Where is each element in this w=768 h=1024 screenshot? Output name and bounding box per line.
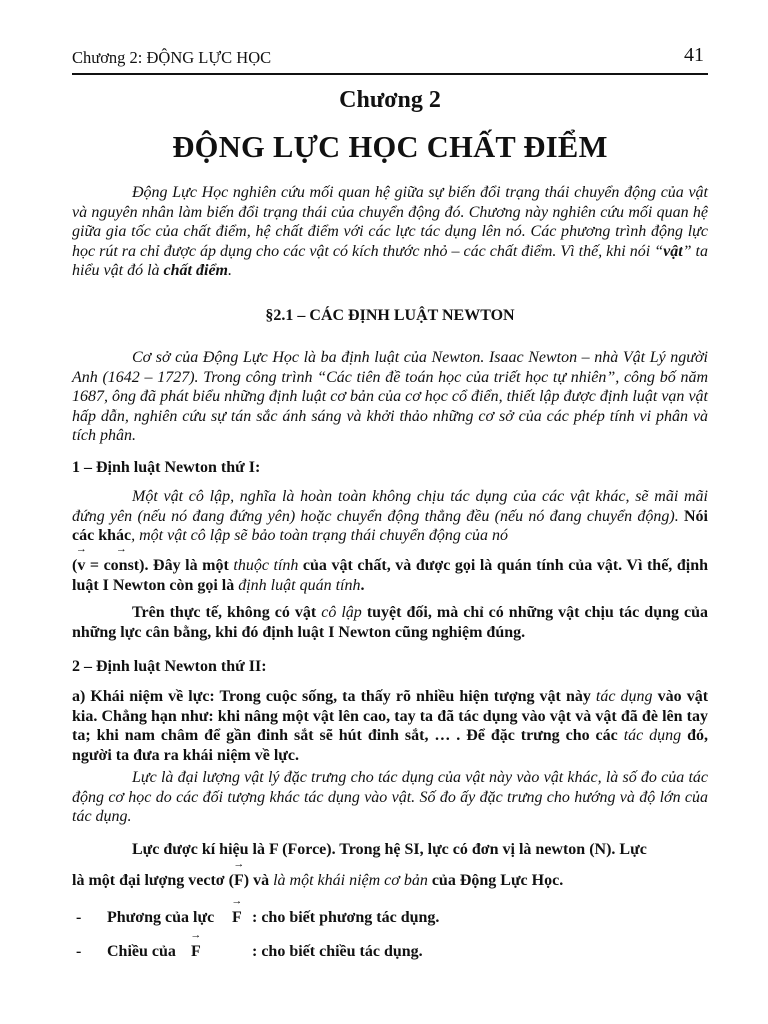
running-header <box>72 44 708 74</box>
force-definition-text-2: , là số đo của tác động cơ học do các đối tượng khác tác dụng vào vật. Số đo ấy đặc trưng cho hướng và độ lớn của tác dụng. <box>72 769 709 825</box>
arrow-icon: → <box>75 543 87 555</box>
law1-p2-end: . <box>360 576 365 594</box>
law1-paragraph-1 <box>72 487 708 546</box>
law2-force-concept-paragraph <box>72 687 708 765</box>
running-header-chapter: Chương 2: ĐỘNG LỰC HỌC <box>72 48 272 67</box>
vector-const-symbol: const <box>103 557 140 574</box>
bullet-dash: - <box>76 943 82 960</box>
law2-a-text-2: vào vật kia. Chẳng hạn như: khi nâng một vật lên cao, tay ta đã tác dụng vào vật và vật đã đè lên tay ta; khi nam châm để gần đinh sắt sẽ hút đinh sắt, … . Để đặc trưng cho các <box>72 688 709 744</box>
vector-f <box>190 929 202 962</box>
intro-paragraph <box>72 183 708 281</box>
bullet-description: : cho biết phương tác dụng. <box>252 909 440 926</box>
force-symbol-line-2: là một đại lượng vectơ ( <box>72 871 234 889</box>
vector-f-symbol: F <box>233 871 244 889</box>
law1-p1-text-2: , một vật cô lập sẽ bảo toàn trạng thái chuyển động của nó <box>131 527 508 544</box>
law1-p3-text-2: tuyệt đối, mà chỉ có những vật chịu tác dụng của những lực cân bằng, khi đó định luật I Newton cũng nghiệm đúng. <box>72 604 709 641</box>
vector-f-symbol: F <box>191 943 201 960</box>
law1-co-lap: cô lập <box>321 604 362 621</box>
chapter-title: ĐỘNG LỰC HỌC CHẤT ĐIỂM <box>172 130 608 164</box>
law2-tac-dung: tác dụng <box>595 688 653 705</box>
law1-dl-quan-tinh: định luật quán tính <box>238 576 361 594</box>
page-number: 41 <box>684 44 704 66</box>
intro-text-2: ” ta hiểu vật đó là <box>72 242 708 279</box>
law1-paragraph-3 <box>72 603 708 642</box>
intro-text: Động Lực Học nghiên cứu mối quan hệ giữa sự biến đổi trạng thái chuyển động của vật và nguyên nhân làm biến đổi trạng thái của chuyển động đó. Chương này nghiên cứu mối quan hệ giữa gia tốc của chất điểm, hệ chất điểm với các lực tác dụng lên nó. Các phương trình động lực học rút ra chỉ được áp dụng cho các vật có kích thước nhỏ – các chất điểm. Vì thế, khi nói “ <box>72 184 708 260</box>
force-definition-text: Lực là đại lượng vật lý đặc trưng cho tác dụng của vật này vào vật khác <box>132 769 598 786</box>
section-heading: §2.1 – CÁC ĐỊNH LUẬT NEWTON <box>265 307 515 324</box>
law2-a-label: a) Khái niệm về lực: <box>72 688 215 705</box>
law1-thuoc-tinh: thuộc tính <box>233 557 299 574</box>
vector-f <box>233 857 245 891</box>
section-intro-text: Cơ sở của Động Lực Học là ba định luật của Newton. Isaac Newton – nhà Vật Lý người Anh (1642 – 1727). Trong công trình “Các tiên đề toán học của triết học tự nhiên”, công bố năm 1687, ông đã phát biểu những định luật cơ bản của cơ học cổ điển, thiết lập được định luật vạn vật hấp dẫn, nghiên cứu sự tán sắc ánh sáng và khởi thảo những cơ sở của các phép tính vi phân và tích phân. <box>72 349 708 444</box>
arrow-icon: → <box>190 929 202 941</box>
law1-heading: 1 – Định luật Newton thứ I: <box>72 459 261 476</box>
textbook-page <box>72 0 708 1024</box>
force-symbol-line-2b: ) và <box>243 871 274 889</box>
law1-noi-cac-khac: Nói các khác <box>72 507 708 544</box>
law1-paragraph-2 <box>72 543 709 595</box>
law1-p1-text: Một vật cô lập, nghĩa là hoàn toàn không chịu tác dụng của các vật khác, sẽ mãi mãi đứng yên (nếu nó đang đứng yên) hoặc chuyển động thẳng đều (nếu nó đang chuyển động). <box>72 488 708 525</box>
bullet-description: : cho biết chiều tác dụng. <box>252 943 423 960</box>
law2-a-text-3: đó, người ta đưa ra khái niệm về <box>72 727 709 764</box>
intro-vat: vật <box>663 242 683 260</box>
law1-quan-tinh: quán tính <box>496 557 564 574</box>
law1-p2-text-2: của vật chất, và được gọi là <box>298 557 497 574</box>
law2-a-text: Trong cuộc sống, ta thấy rõ nhiều hiện tượng vật này <box>214 688 596 705</box>
arrow-icon: → <box>233 857 245 870</box>
intro-end: . <box>227 262 232 279</box>
force-symbol-paragraph <box>72 840 708 890</box>
vector-v-symbol: v <box>77 557 86 574</box>
law2-tac-dung-2: tác dụng <box>623 727 682 744</box>
force-definition-paragraph <box>72 768 708 827</box>
law1-p2-text-3: của vật. Vì thế, định luật I Newton còn gọi là <box>72 557 709 594</box>
intro-chat-diem: chất điểm <box>163 262 228 279</box>
force-symbol-line-1: Lực được kí hiệu là F (Force). Trong hệ SI, lực có đơn vị là newton (N). Lực <box>132 841 647 858</box>
arrow-icon: → <box>231 895 243 907</box>
vector-f-symbol: F <box>232 909 242 926</box>
header-rule <box>72 73 708 75</box>
force-basic-concept: là một khái niệm cơ bản <box>273 871 428 889</box>
vector-const <box>103 543 140 576</box>
law2-heading: 2 – Định luật Newton thứ II: <box>72 658 267 675</box>
section-intro-paragraph <box>72 348 708 446</box>
bullet-label: Phương của lực <box>107 909 215 926</box>
bullet-dash: - <box>76 909 82 926</box>
equals: = <box>85 557 104 574</box>
paren-open: ( <box>72 557 78 574</box>
bullet-label: Chiều của <box>107 943 176 960</box>
law1-p3-text: Trên thực tế, không có vật <box>132 604 322 621</box>
vector-f <box>231 895 243 928</box>
law1-p2-text: ). Đây là một <box>139 557 234 574</box>
law2-a-end: . <box>295 746 300 764</box>
vector-v <box>75 543 87 576</box>
law2-luc: lực <box>273 746 296 764</box>
force-symbol-line-2c: của Động Lực Học. <box>427 871 564 889</box>
arrow-icon: → <box>115 543 127 555</box>
chapter-label: Chương 2 <box>339 87 441 113</box>
